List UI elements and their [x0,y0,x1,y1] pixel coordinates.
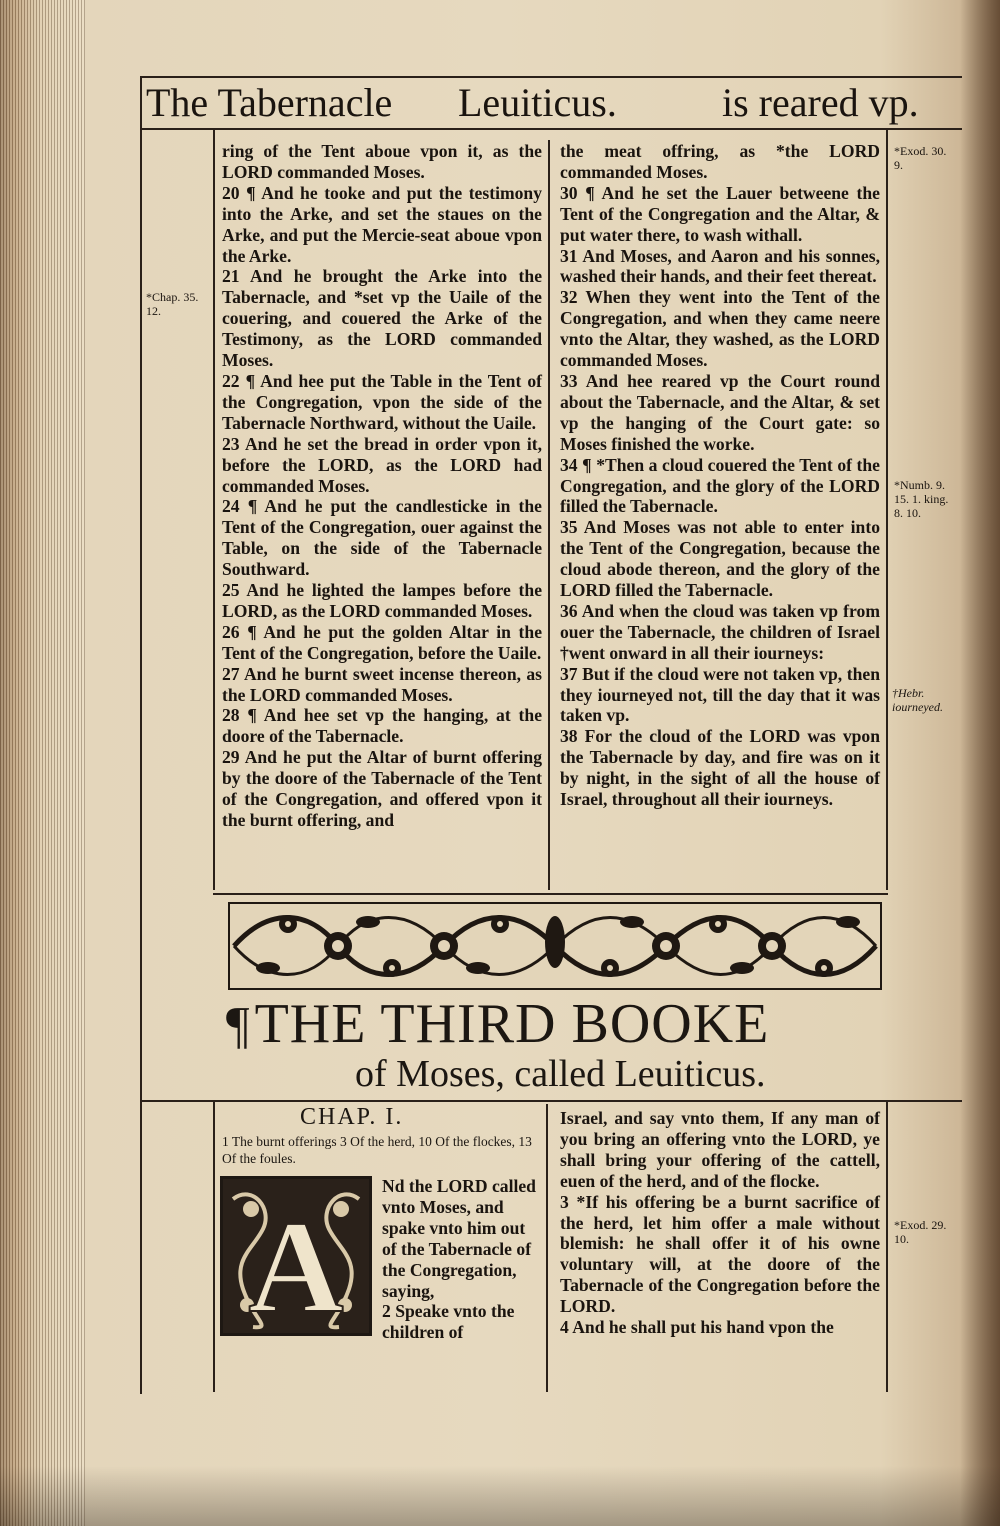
upper-section-rule [213,893,888,895]
verse: Nd the LORD called vnto Moses, and spake vnto him out of the Tabernacle of the Congregation, saying, [382,1176,536,1301]
header-rule [140,128,962,130]
left-margin-rule [213,128,215,890]
verse: 27 And he burnt sweet incense thereon, as the LORD commanded Moses. [222,663,542,705]
verse: 37 But if the cloud were not taken vp, then they iourneyed not, till the day that it was taken vp. [560,663,880,726]
binding-shadow [960,0,1000,1526]
upper-left-column [222,141,542,831]
margin-note: *Exod. 30. 9. [894,144,947,172]
verse: 30 ¶ And he set the Lauer betweene the Tent of the Congregation and the Altar, & put water there, to wash withall. [560,182,880,245]
verse: 3 *If his offering be a burnt sacrifice of the herd, let him offer a male without blemish: he shall offer it of his owne voluntary will, at the doore of the Tabernacle of the Congregation before the LORD. [560,1191,880,1317]
verse: 35 And Moses was not able to enter into the Tent of the Congregation, because the cloud abode thereon, and the glory of the LORD filled the Tabernacle. [560,517,880,601]
pilcrow-mark: ¶ [226,997,251,1054]
margin-note: *Numb. 9. 15. 1. king. 8. 10. [894,478,949,520]
chapter-heading: CHAP. I. [300,1104,404,1130]
margin-note: *Exod. 29. 10. [894,1218,947,1246]
verse: 31 And Moses, and Aaron and his sonnes, washed their hands, and their feet thereat. [560,245,880,287]
chapter-opening [382,1176,538,1343]
verse: 26 ¶ And he put the golden Altar in the Tent of the Congregation, before the Uaile. [222,621,542,663]
verse: 32 When they went into the Tent of the Congregation, and when they came neere vnto the Altar, they washed, as the LORD commanded Moses. [560,287,880,371]
running-head-left: The Tabernacle [146,80,393,125]
verse: 36 And when the cloud was taken vp from ouer the Tabernacle, the children of Israel †went onward in all their iourneys: [560,600,880,663]
drop-cap [220,1176,372,1336]
verse: 34 ¶ *Then a cloud couered the Tent of the Congregation, and the glory of the LORD filled the Tabernacle. [560,454,880,517]
page-bottom-shadow [0,1466,1000,1526]
chapter-summary: 1 The burnt offerings 3 Of the herd, 10 Of the flockes, 13 Of the foules. [222,1134,532,1166]
verse: 28 ¶ And hee set vp the hanging, at the doore of the Tabernacle. [222,705,542,747]
ornamental-headpiece [228,902,882,990]
verse: 2 Speake vnto the children of [382,1301,515,1343]
margin-note: *Chap. 35. 12. [146,290,199,318]
center-rule-lower [546,1104,548,1392]
verse: 38 For the cloud of the LORD was vpon the Tabernacle by day, and fire was on it by night, in the sight of all the house of Israel, throughout all their iourneys. [560,726,880,810]
verse: 20 ¶ And he tooke and put the testimony into the Arke, and set the staues on the Arke, and put the Mercie-seat aboue vpon the Arke. [222,182,542,266]
center-rule-upper [548,140,550,890]
drop-cap-ornament [223,1179,369,1333]
left-margin-rule-lower [213,1100,215,1392]
verse: 29 And he put the Altar of burnt offering by the doore of the Tabernacle of the Tent of the Congregation, and offered vpon it the burnt offering, and [222,747,542,830]
right-margin-rule-lower [886,1100,888,1392]
running-head-right: is reared vp. [722,80,919,125]
verse: ring of the Tent aboue vpon it, as the LORD commanded Moses. [222,141,542,182]
running-head-center: Leuiticus. [458,80,617,125]
verse: Israel, and say vnto them, If any man of you bring an offering vnto the LORD, ye shall bring your offering of the cattell, euen of the herd, and of the flocke. [560,1108,880,1191]
verse: 23 And he set the bread in order vpon it, before the LORD, as the LORD had commanded Moses. [222,433,542,496]
title-section-rule [140,1100,962,1102]
book-title [226,994,886,1056]
book-subtitle: of Moses, called Leuiticus. [355,1053,766,1095]
verse: 25 And he lighted the lampes before the LORD, as the LORD commanded Moses. [222,580,542,621]
verse: 21 And he brought the Arke into the Tabernacle, and *set vp the Uaile of the couering, and couered the Arke of the Testimony, as the LORD commanded Moses. [222,266,542,371]
verse: 24 ¶ And he put the candlesticke in the Tent of the Congregation, ouer against the Table, on the side of the Tabernacle Southward. [222,496,542,580]
right-margin-rule [886,128,888,890]
verse: the meat offring, as *the LORD commanded Moses. [560,141,880,182]
chapter-right-column [560,1108,880,1338]
book-title-text: THE THIRD BOOKE [254,993,770,1055]
upper-right-column [560,141,880,810]
verse: 4 And he shall put his hand vpon the [560,1317,834,1338]
verse: 22 ¶ And hee put the Table in the Tent of the Congregation, vpon the side of the Tabernacle Northward, without the Uaile. [222,370,542,433]
drop-cap-letter: A [248,1193,344,1333]
page-stack-edges [0,0,85,1526]
verse: 33 And hee reared vp the Court round about the Tabernacle, and the Altar, & set vp the hanging of the Court gate: so Moses finished the worke. [560,370,880,454]
margin-note: †Hebr. iourneyed. [892,686,943,714]
